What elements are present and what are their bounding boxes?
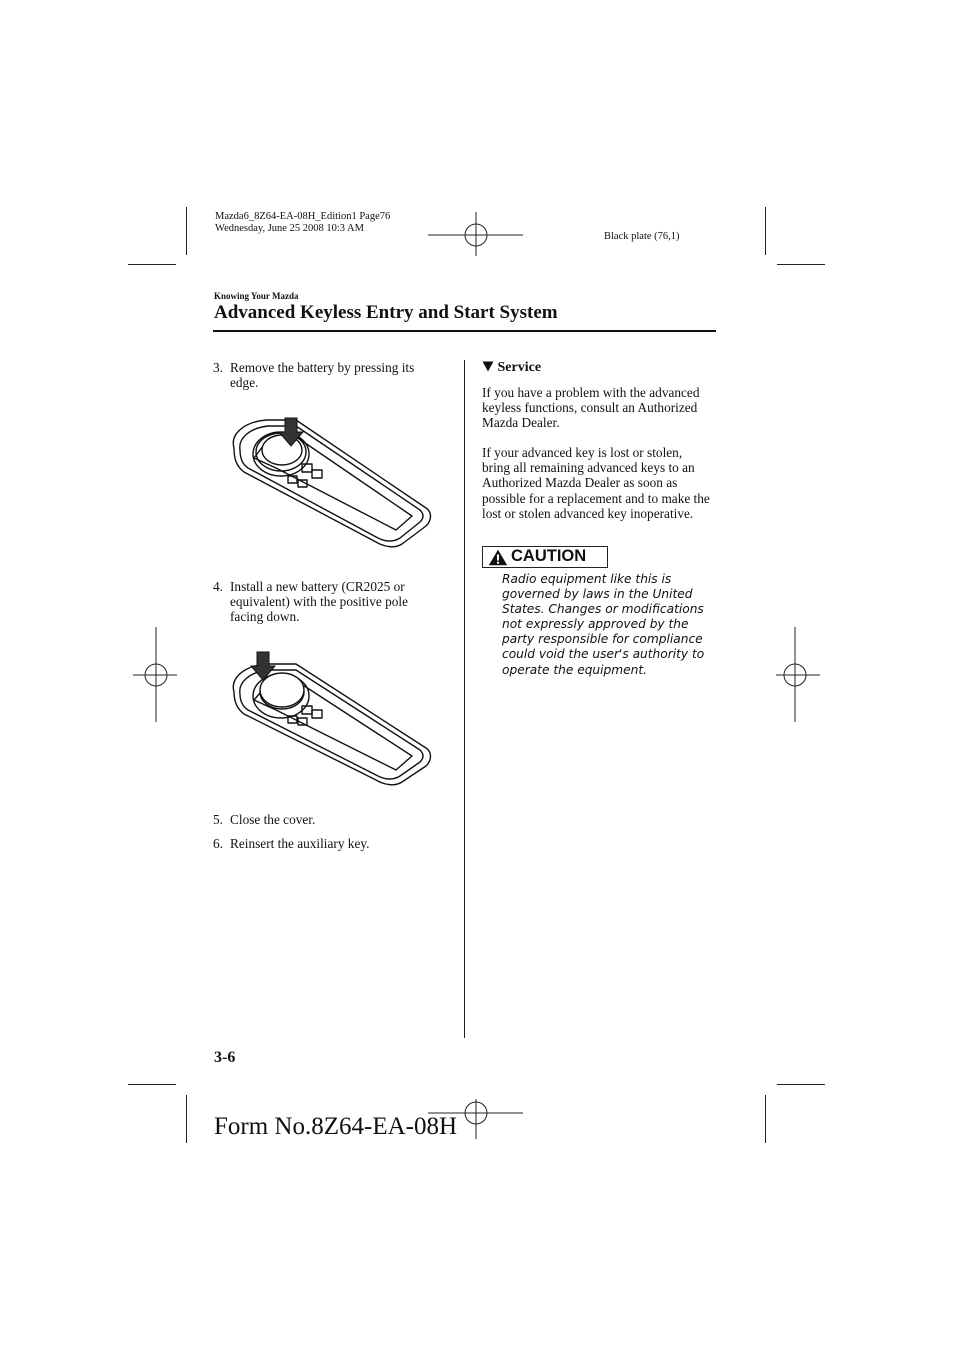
title-rule: [213, 330, 716, 332]
step-5-text: Close the cover.: [230, 812, 316, 827]
step-3-number: 3.: [213, 360, 223, 375]
page-title: Advanced Keyless Entry and Start System: [214, 302, 558, 323]
step-5-number: 5.: [213, 812, 223, 827]
step-4: [213, 579, 443, 625]
section-small-title: Knowing Your Mazda: [214, 291, 299, 301]
service-paragraph-2: If your advanced key is lost or stolen, bring all remaining advanced keys to an Authorized Mazda Dealer as soon as possible for a replacement and to make the lost or stolen advanced key inoperative.: [482, 445, 710, 521]
print-job-info: [215, 211, 390, 235]
registration-target-top-icon: [428, 212, 524, 256]
print-job-line-2: Wednesday, June 25 2008 10:3 AM: [215, 223, 364, 234]
service-heading: [482, 360, 541, 376]
warning-icon: [488, 549, 508, 566]
caution-label: CAUTION: [511, 547, 587, 565]
step-4-number: 4.: [213, 579, 223, 594]
step-3-text: Remove the battery by pressing its edge.: [230, 360, 415, 391]
form-number: Form No.8Z64-EA-08H: [214, 1113, 458, 1140]
caution-box: [482, 546, 608, 568]
step-5: [213, 812, 443, 827]
step-3: [213, 360, 443, 390]
service-heading-text: Service: [497, 360, 542, 375]
key-battery-install-illustration: [226, 648, 436, 788]
service-paragraph-1: If you have a problem with the advanced keyless functions, consult an Authorized Mazda Dealer.: [482, 385, 700, 431]
plate-info: Black plate (76,1): [604, 231, 680, 242]
step-4-text: Install a new battery (CR2025 or equivalent) with the positive pole facing down.: [230, 579, 408, 625]
column-divider: [464, 360, 465, 1038]
print-job-line-1: Mazda6_8Z64-EA-08H_Edition1 Page76: [215, 211, 391, 222]
page-number: 3-6: [214, 1049, 236, 1066]
caution-text: Radio equipment like this is governed by laws in the United States. Changes or modifications not expressly approved by the party responsible for compliance could void the user's authority to operate the equipment.: [502, 572, 705, 677]
key-battery-removal-illustration: [226, 412, 436, 552]
registration-target-right-icon: [776, 627, 820, 723]
step-6-number: 6.: [213, 836, 223, 851]
triangle-down-icon: [482, 361, 494, 372]
step-6: [213, 836, 443, 851]
step-6-text: Reinsert the auxiliary key.: [230, 836, 370, 851]
registration-target-left-icon: [133, 627, 177, 723]
